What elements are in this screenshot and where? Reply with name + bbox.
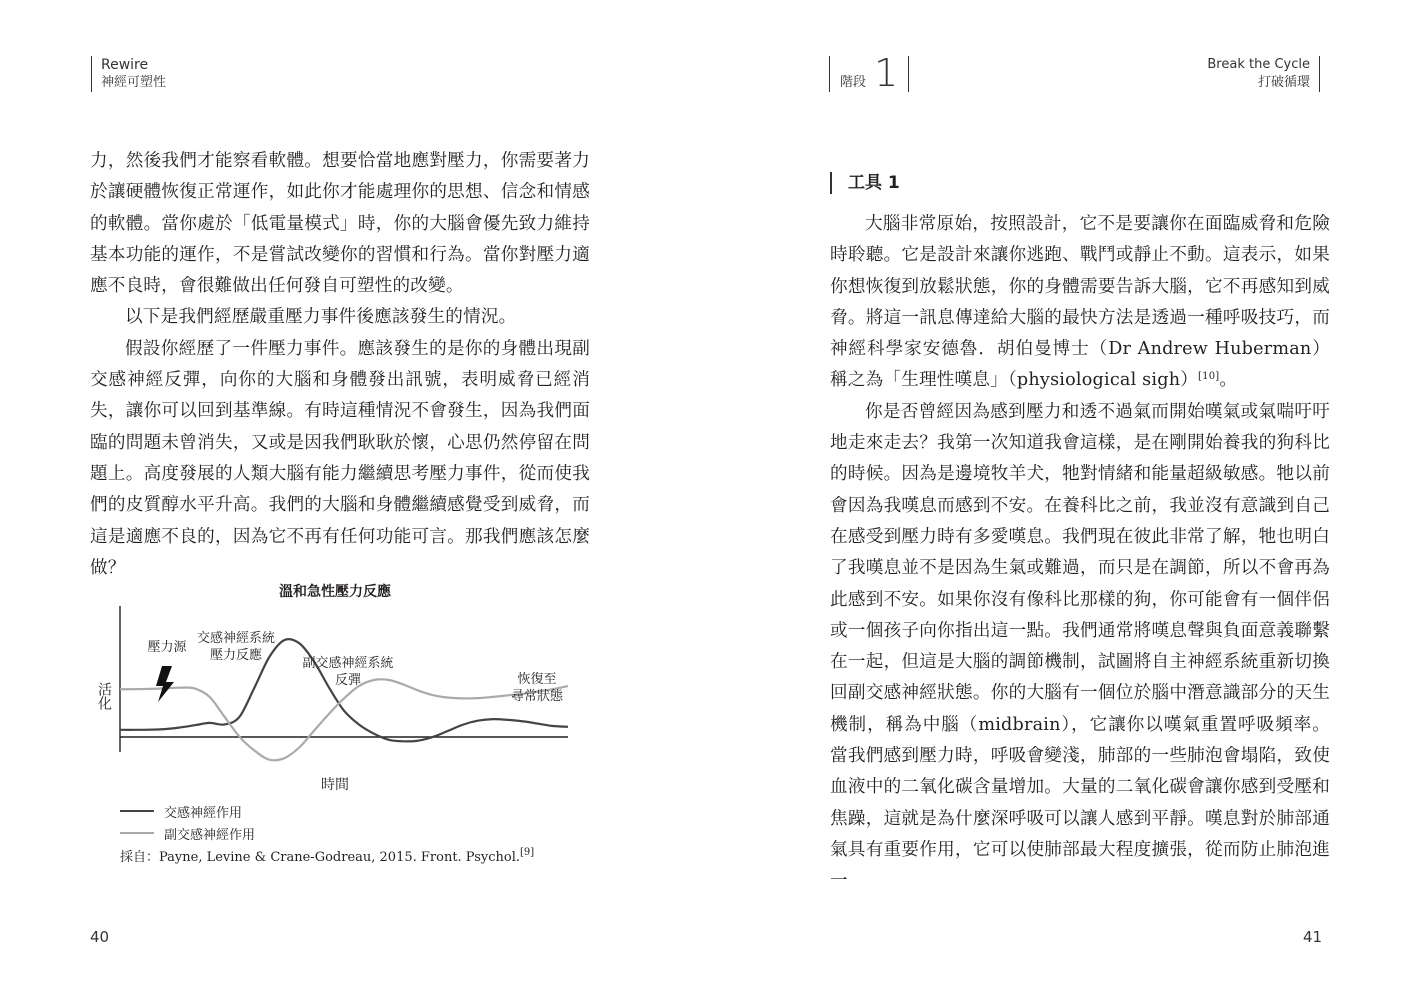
annotation-line: 副交感神經系統 bbox=[302, 656, 394, 671]
paragraph: 以下是我們經歷嚴重壓力事件後應該發生的情況。 bbox=[125, 307, 517, 328]
annotation-recovery bbox=[511, 671, 564, 704]
y-axis-label: 活化 bbox=[96, 682, 112, 710]
stage-number: 1 bbox=[874, 51, 899, 95]
chapter-title-en: Break the Cycle bbox=[1207, 57, 1310, 72]
annotation-line: 恢復至 bbox=[517, 672, 557, 687]
citation-ref: [10] bbox=[1198, 371, 1220, 383]
annotation-line: 尋常狀態 bbox=[510, 689, 564, 704]
paragraph-text: 大腦非常原始，按照設計，它不是要讓你在面臨威脅和危險時聆聽。它是設計來讓你逃跑、戰鬥或靜止不動。這表示，如果你想恢復到放鬆狀態，你的身體需要告訴大腦，它不再感知到威脅。將這一訊息傳達給大腦的最快方法是透過一種呼吸技巧，而神經科學家安德魯．胡伯曼博士（Dr Andrew Huberman）稱之為「生理性嘆息」（physiological sigh） bbox=[830, 214, 1330, 391]
paragraph: 力，然後我們才能察看軟體。想要恰當地應對壓力，你需要著力於讓硬體恢復正常運作，如此你才能處理你的思想、信念和情感的軟體。當你處於「低電量模式」時，你的大腦會優先致力維持基本功能的運作，不是嘗試改變你的習慣和行為。當你對壓力適應不良時，會很難做出任何發自可塑性的改變。 bbox=[90, 151, 590, 297]
annotation-parasympathetic-rebound bbox=[302, 655, 393, 688]
source-citation: Payne, Levine & Crane-Godreau, 2015. Front. Psychol. bbox=[159, 850, 520, 865]
source-ref: [9] bbox=[520, 847, 535, 858]
annotation-line: 交感神經系統 bbox=[196, 631, 276, 646]
tool-heading: 工具 1 bbox=[830, 172, 900, 194]
source-prefix: 採自： bbox=[120, 850, 160, 865]
running-head-stage bbox=[829, 51, 909, 95]
chart-legend bbox=[120, 800, 255, 844]
chapter-title-zh: 打破循環 bbox=[1257, 75, 1310, 90]
legend-item bbox=[120, 822, 255, 844]
book-title-en: Rewire bbox=[101, 57, 149, 73]
paragraph: 你是否曾經因為感到壓力和透不過氣而開始嘆氣或氣喘吁吁地走來走去？我第一次知道我會這樣，是在剛開始養我的狗科比的時候。因為是邊境牧羊犬，牠對情緒和能量超級敏感。牠以前會因為我嘆息而感到不安。在養科比之前，我並沒有意識到自己在感受到壓力時有多愛嘆息。我們現在彼此非常了解，牠也明白了我嘆息並不是因為生氣或難過，而只是在調節，所以不會再為此感到不安。如果你沒有像科比那樣的狗，你可能會有一個伴侶或一個孩子向你指出這一點。我們通常將嘆息聲與負面意義聯繫在一起，但這是大腦的調節機制，試圖將自主神經系統重新切換回副交感神經狀態。你的大腦有一個位於腦中潛意識部分的天生機制，稱為中腦（midbrain），它讓你以嘆氣重置呼吸頻率。當我們感到壓力時，呼吸會變淺，肺部的一些肺泡會塌陷，致使血液中的二氧化碳含量增加。大量的二氧化碳會讓你感到受壓和焦躁，這就是為什麼深呼吸可以讓人感到平靜。嘆息對於肺部通氣具有重要作用，它可以使肺部最大程度擴張，從而防止肺泡進一 bbox=[830, 401, 1330, 892]
paragraph: 假設你經歷了一件壓力事件。應該發生的是你的身體出現副交感神經反彈，向你的大腦和身體發出訊號，表明威脅已經消失，讓你可以回到基準線。有時這種情況不會發生，因為我們面臨的問題未曾消失，又或是因我們耿耿於懷，心思仍然停留在問題上。高度發展的人類大腦有能力繼續思考壓力事件，從而使我們的皮質醇水平升高。我們的大腦和身體繼續感覺受到威脅，而這是適應不良的，因為它不再有任何功能可言。那我們應該怎麼做？ bbox=[90, 338, 590, 578]
chart-source bbox=[120, 848, 534, 868]
divider bbox=[908, 56, 909, 92]
page-number-left: 40 bbox=[90, 928, 110, 946]
legend-label: 副交感神經作用 bbox=[164, 827, 256, 843]
left-body-text bbox=[90, 146, 590, 584]
stage-label: 階段 bbox=[840, 75, 867, 90]
annotation-stressor bbox=[147, 639, 187, 655]
annotation-layer bbox=[147, 630, 564, 704]
right-body-text bbox=[830, 209, 1330, 898]
legend-swatch-parasympathetic bbox=[120, 832, 154, 834]
series-line-sympathetic bbox=[120, 639, 568, 741]
book-title-zh: 神經可塑性 bbox=[101, 75, 167, 90]
annotation-line: 壓力源 bbox=[147, 640, 187, 655]
page-number-right: 41 bbox=[1303, 928, 1323, 946]
lightning-bolt-icon bbox=[156, 666, 174, 702]
annotation-sympathetic-peak bbox=[197, 630, 275, 663]
legend-swatch-sympathetic bbox=[120, 810, 154, 812]
paragraph-end: 。 bbox=[1219, 370, 1238, 391]
paragraph bbox=[830, 209, 1330, 397]
chart-title: 溫和急性壓力反應 bbox=[279, 584, 391, 600]
annotation-line: 壓力反應 bbox=[209, 648, 263, 663]
x-axis-label: 時間 bbox=[321, 777, 349, 793]
running-head-left bbox=[91, 56, 166, 92]
annotation-line: 反彈 bbox=[334, 673, 362, 688]
legend-item bbox=[120, 800, 255, 822]
stress-response-chart bbox=[90, 576, 590, 796]
running-head-right bbox=[1207, 56, 1320, 92]
legend-label: 交感神經作用 bbox=[164, 805, 243, 821]
